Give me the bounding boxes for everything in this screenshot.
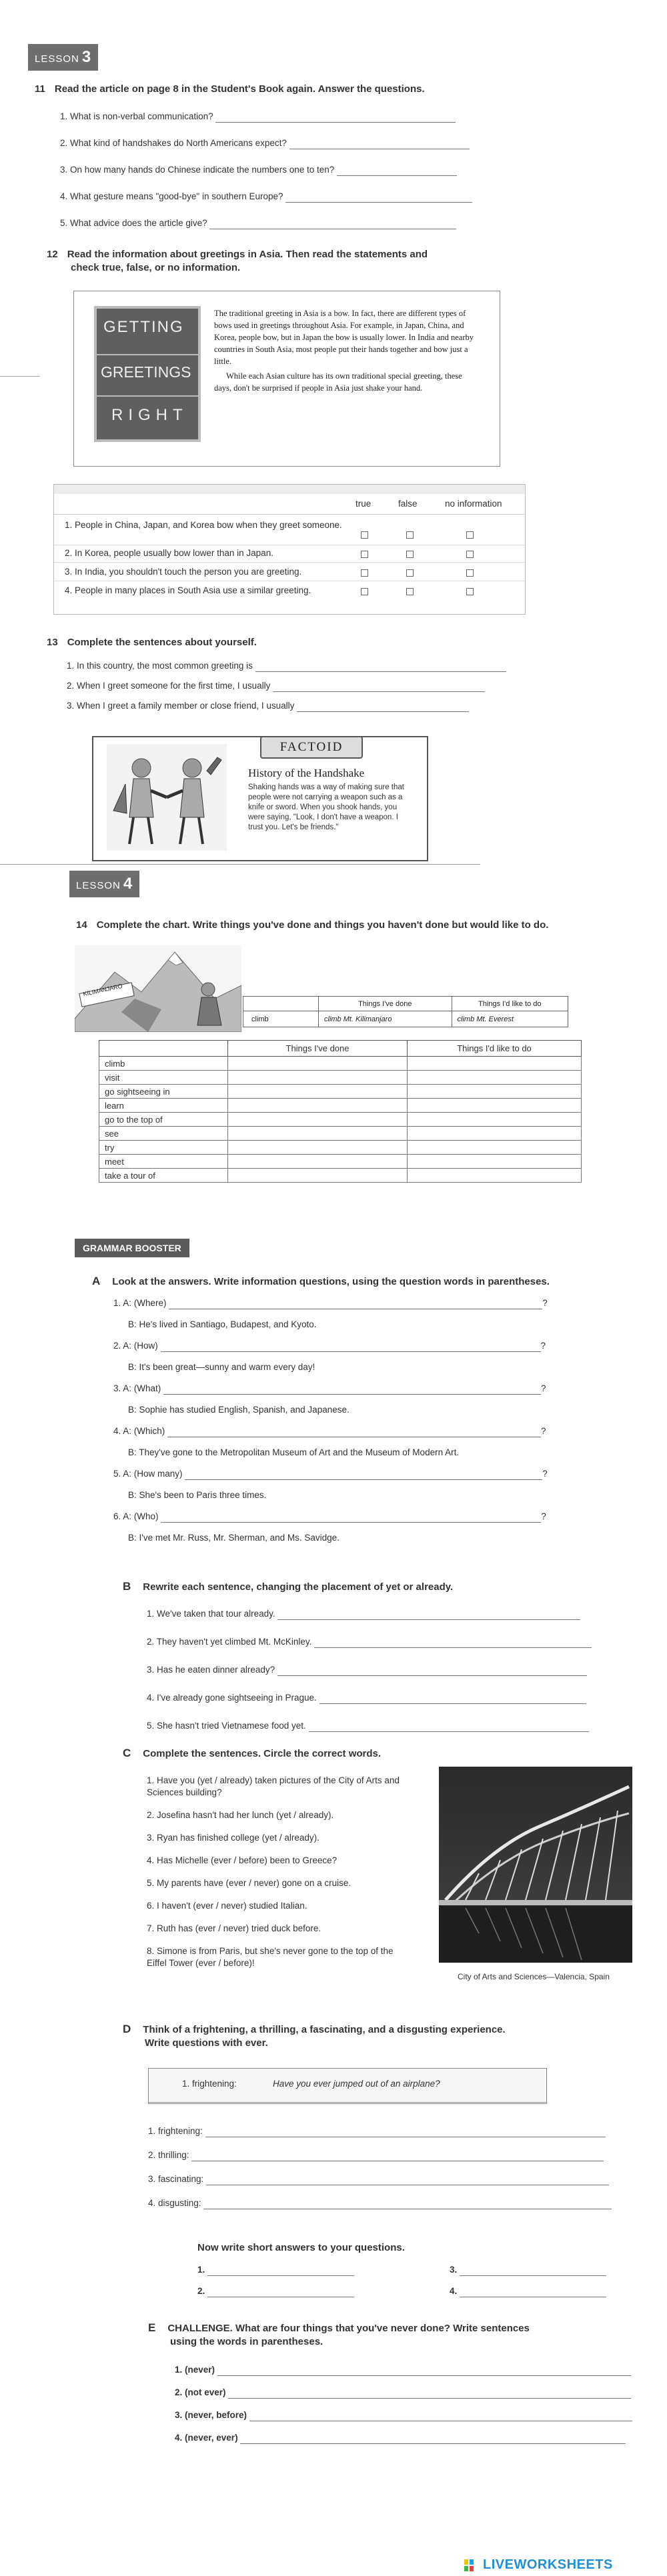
e-item-label: 2. (not ever): [175, 2387, 226, 2397]
d-item: [148, 2197, 628, 2221]
d-item-line[interactable]: [203, 2199, 612, 2209]
short-label: 1.: [197, 2265, 205, 2275]
e-item-line[interactable]: [249, 2411, 632, 2421]
chart-cell-like[interactable]: [408, 1155, 582, 1169]
checkbox-s4-noinfo[interactable]: [466, 588, 474, 595]
ex12-instruction: [47, 248, 500, 275]
grammar-booster-tag: GRAMMAR BOOSTER: [75, 1239, 189, 1257]
experience-chart: [99, 1040, 582, 1183]
e-item: [175, 2409, 655, 2432]
ex13-instruction: [47, 636, 257, 649]
ex11-a1-line[interactable]: [215, 113, 456, 123]
factoid-title: History of the Handshake: [248, 767, 365, 779]
ex11-a5-line[interactable]: [209, 219, 456, 229]
ex13-s3-text: 3. When I greet a family member or close friend, I usually: [67, 701, 295, 711]
photo-caption: City of Arts and Sciences—Valencia, Spain: [458, 1972, 610, 1981]
a-q5-line[interactable]: [185, 1470, 542, 1480]
city-of-arts-photo: [439, 1767, 632, 1963]
ex11-q5-text: 5. What advice does the article give?: [60, 218, 207, 228]
short-answers-title: Now write short answers to your questions.: [197, 2242, 405, 2253]
section-a-items: [113, 1297, 607, 1553]
lesson-label: LESSON: [35, 53, 79, 65]
mountain-illustration: [75, 945, 241, 1032]
ex13-s3: [67, 700, 469, 712]
greetings-logo: [94, 306, 201, 442]
short-answer-2: [197, 2285, 354, 2297]
b-item: [147, 1720, 614, 1748]
b-item-text: 5. She hasn't tried Vietnamese food yet.: [147, 1721, 306, 1731]
statement-1: 1. People in China, Japan, and Korea bow when they greet someone.: [65, 520, 342, 530]
chart-cell-done[interactable]: [228, 1057, 408, 1071]
true-false-table: [53, 484, 526, 615]
a-b4: B: They've gone to the Metropolitan Museum of Art and the Museum of Modern Art.: [128, 1447, 460, 1457]
short-label: 4.: [450, 2286, 458, 2296]
chart-cell-done[interactable]: [228, 1127, 408, 1141]
chart-cell-like[interactable]: [408, 1099, 582, 1113]
ex13-a1-line[interactable]: [255, 662, 506, 672]
c-item[interactable]: 2. Josefina hasn't had her lunch (yet / already).: [147, 1810, 334, 1820]
d-item-line[interactable]: [205, 2127, 606, 2137]
chart-row-label: try: [99, 1141, 228, 1155]
ex11-q4-text: 4. What gesture means "good-bye" in southern Europe?: [60, 191, 283, 201]
a-q3-label: 3. A: (What): [113, 1383, 161, 1393]
statement-2: 2. In Korea, people usually bow lower than in Japan.: [65, 548, 273, 558]
d-item: [148, 2125, 628, 2149]
a-item-q: [113, 1297, 607, 1319]
d-item-label: 3. fascinating:: [148, 2174, 204, 2184]
d-item-line[interactable]: [191, 2151, 604, 2161]
c-item[interactable]: 6. I haven't (ever / never) studied Italian.: [147, 1901, 307, 1911]
d-item-label: 2. thrilling:: [148, 2150, 189, 2160]
d-item-label: 4. disgusting:: [148, 2198, 201, 2208]
b-item-line[interactable]: [319, 1694, 586, 1704]
lesson-label: LESSON: [76, 880, 121, 891]
ex11-a2-line[interactable]: [289, 139, 470, 149]
liveworksheets-brand: LIVEWORKSHEETS: [483, 2557, 613, 2572]
page-divider: [0, 864, 480, 865]
a-item-q: [113, 1425, 607, 1447]
chart-row-label: see: [99, 1127, 228, 1141]
example-chart: [243, 996, 568, 1036]
section-a-letter: A: [92, 1275, 101, 1287]
ex11-q2-text: 2. What kind of handshakes do North Americans expect?: [60, 138, 287, 148]
section-c-instruction-text: Complete the sentences. Circle the correct words.: [143, 1748, 382, 1759]
lesson-number: 3: [81, 48, 92, 66]
ex11-q1: [60, 111, 456, 123]
section-b-items: [147, 1608, 614, 1748]
b-item-text: 2. They haven't yet climbed Mt. McKinley.: [147, 1637, 312, 1647]
ex13-number: 13: [47, 637, 58, 648]
a-item-q: [113, 1383, 607, 1404]
ex11-q2: [60, 137, 470, 149]
ex13-instruction-text: Complete the sentences about yourself.: [67, 637, 257, 648]
chart-cell-done[interactable]: [228, 1141, 408, 1155]
a-q3-line[interactable]: [163, 1385, 541, 1395]
ex11-instruction-text: Read the article on page 8 in the Student's Book again. Answer the questions.: [54, 83, 425, 95]
section-d-instruction: [123, 2023, 630, 2050]
e-item-line[interactable]: [228, 2389, 631, 2399]
factoid-text: Shaking hands was a way of making sure that people were not carrying a weapon such as a knife or sword. When you shook hands, you were saying, "Look, I don't have a weapon. I trust you. Let's be friends.": [248, 783, 404, 831]
question-mark: ?: [541, 1426, 546, 1436]
section-b-instruction-text: Rewrite each sentence, changing the placement of yet or already.: [143, 1581, 454, 1593]
a-q2-label: 2. A: (How): [113, 1341, 158, 1351]
short-answer-3: [450, 2264, 606, 2276]
chart-row-label: meet: [99, 1155, 228, 1169]
section-e-letter: E: [148, 2321, 156, 2334]
short-line[interactable]: [460, 2266, 606, 2276]
short-line[interactable]: [207, 2287, 354, 2297]
ex13-s1-text: 1. In this country, the most common greeting is: [67, 661, 253, 671]
chart-row-label: go to the top of: [99, 1113, 228, 1127]
b-item-text: 1. We've taken that tour already.: [147, 1609, 275, 1619]
checkbox-s1-noinfo[interactable]: [466, 531, 474, 539]
c-item[interactable]: 5. My parents have (ever / never) gone on a cruise.: [147, 1878, 352, 1888]
ex12-number: 12: [47, 249, 58, 260]
ex11-q5: [60, 217, 456, 229]
chart-cell-done[interactable]: [228, 1155, 408, 1169]
short-label: 2.: [197, 2286, 205, 2296]
chart-row-label: visit: [99, 1071, 228, 1085]
a-q2-line[interactable]: [161, 1342, 541, 1352]
example-row-done: climb Mt. Kilimanjaro: [319, 1011, 452, 1027]
scan-mark: [0, 376, 40, 377]
b-item: [147, 1692, 614, 1720]
a-b6: B: I've met Mr. Russ, Mr. Sherman, and Ms. Savidge.: [128, 1533, 340, 1543]
section-e-instruction-line2: using the words in parentheses.: [170, 2336, 323, 2347]
chart-cell-done[interactable]: [228, 1113, 408, 1127]
ex13-a3-line[interactable]: [297, 702, 469, 712]
header-true: true: [356, 499, 372, 509]
a-q6-label: 6. A: (Who): [113, 1511, 159, 1521]
logo-word-greetings: GREETINGS: [101, 363, 191, 381]
ex13-s1: [67, 660, 506, 672]
e-item: [175, 2364, 655, 2387]
a-b3: B: Sophie has studied English, Spanish, and Japanese.: [128, 1405, 350, 1415]
header-no-information: no information: [445, 499, 502, 509]
checkbox-s4-true[interactable]: [361, 588, 368, 595]
short-label: 3.: [450, 2265, 458, 2275]
factoid-label: FACTOID: [260, 736, 363, 759]
article-paragraph-1: The traditional greeting in Asia is a bow. In fact, there are different types of bows used in greetings throughout Asia. For example, in Japan, China, and Korea, people bow, but in Japan the bow is usually lower. In India and nearby countries in South Asia, most people put their hands together and bow just a little.: [214, 309, 474, 366]
a-item-q: [113, 1511, 607, 1532]
section-d-items: [148, 2125, 628, 2221]
d-example-answer: Have you ever jumped out of an airplane?: [273, 2079, 440, 2089]
checkbox-s2-false[interactable]: [406, 551, 414, 558]
ex11-instruction: [35, 83, 425, 96]
a-q1-line[interactable]: [169, 1299, 542, 1309]
section-e-instruction: [148, 2321, 642, 2349]
ex12-instruction-line1: Read the information about greetings in Asia. Then read the statements and: [67, 249, 428, 260]
statement-3: 3. In India, you shouldn't touch the person you are greeting.: [65, 567, 302, 577]
chart-cell-like[interactable]: [408, 1127, 582, 1141]
chart-cell-done[interactable]: [228, 1085, 408, 1099]
chart-header-done: Things I've done: [228, 1041, 408, 1057]
lesson-4-tag: [69, 871, 139, 897]
section-e-instruction-line1: CHALLENGE. What are four things that you've never done? Write sentences: [167, 2323, 530, 2334]
e-item: [175, 2432, 655, 2455]
b-item-line[interactable]: [277, 1610, 580, 1620]
b-item: [147, 1636, 614, 1664]
section-a-instruction-text: Look at the answers. Write information questions, using the question words in parentheses.: [112, 1276, 550, 1287]
b-item: [147, 1608, 614, 1636]
b-item: [147, 1664, 614, 1692]
section-a-instruction: [92, 1275, 550, 1289]
ex14-instruction: [76, 919, 548, 932]
chart-cell-like[interactable]: [408, 1057, 582, 1071]
ex11-q4: [60, 191, 472, 203]
chart-row-label: go sightseeing in: [99, 1085, 228, 1099]
a-b2: B: It's been great—sunny and warm every day!: [128, 1362, 315, 1372]
c-item[interactable]: 1. Have you (yet / already) taken pictures of the City of Arts and Sciences building?: [147, 1775, 400, 1797]
ex14-number: 14: [76, 919, 87, 931]
chart-row-label: climb: [99, 1057, 228, 1071]
b-item-text: 4. I've already gone sightseeing in Prague.: [147, 1693, 317, 1703]
section-b-letter: B: [123, 1580, 131, 1593]
section-c-items: [147, 1775, 427, 1980]
ex13-a2-line[interactable]: [273, 682, 485, 692]
e-item-label: 3. (never, before): [175, 2410, 247, 2420]
checkbox-s2-noinfo[interactable]: [466, 551, 474, 558]
d-example-label: 1. frightening:: [182, 2079, 237, 2089]
c-item[interactable]: 8. Simone is from Paris, but she's never gone to the top of the Eiffel Tower (ever / before)!: [147, 1946, 394, 1968]
c-item[interactable]: 4. Has Michelle (ever / before) been to Greece?: [147, 1855, 338, 1865]
section-d-letter: D: [123, 2023, 131, 2035]
a-item-q: [113, 1468, 607, 1489]
sign-text: KILIMANJARO: [82, 982, 123, 998]
d-item: [148, 2173, 628, 2197]
chart-cell-like[interactable]: [408, 1085, 582, 1099]
chart-cell-done[interactable]: [228, 1099, 408, 1113]
ex13-s2-text: 2. When I greet someone for the first time, I usually: [67, 681, 271, 691]
liveworksheets-icon: [464, 2559, 479, 2571]
e-item: [175, 2387, 655, 2409]
ex12-instruction-line2: check true, false, or no information.: [71, 262, 241, 273]
b-item-line[interactable]: [309, 1722, 589, 1732]
checkbox-s1-false[interactable]: [406, 531, 414, 539]
example-header-done: Things I've done: [319, 997, 452, 1011]
ex11-q3-text: 3. On how many hands do Chinese indicate the numbers one to ten?: [60, 165, 335, 175]
chart-row-label: learn: [99, 1099, 228, 1113]
e-item-line[interactable]: [240, 2434, 626, 2444]
short-line[interactable]: [207, 2266, 354, 2276]
e-item-label: 1. (never): [175, 2365, 215, 2375]
ex11-a4-line[interactable]: [285, 193, 472, 203]
question-mark: ?: [542, 1298, 548, 1308]
a-item-q: [113, 1340, 607, 1361]
factoid-box: [92, 736, 428, 861]
short-answer-4: [450, 2285, 606, 2297]
lesson-3-tag: [28, 44, 98, 71]
ex11-a3-line[interactable]: [337, 166, 457, 176]
checkbox-s1-true[interactable]: [361, 531, 368, 539]
chart-cell-like[interactable]: [408, 1113, 582, 1127]
checkbox-s4-false[interactable]: [406, 588, 414, 595]
question-mark: ?: [542, 1469, 548, 1479]
ex14-instruction-text: Complete the chart. Write things you've done and things you haven't done but would like to do.: [96, 919, 549, 931]
example-row-like: climb Mt. Everest: [452, 1011, 568, 1027]
section-c-letter: C: [123, 1747, 131, 1759]
lesson-number: 4: [123, 875, 133, 893]
short-answer-1: [197, 2264, 354, 2276]
question-mark: ?: [541, 1383, 546, 1393]
short-line[interactable]: [460, 2287, 606, 2297]
e-item-label: 4. (never, ever): [175, 2433, 238, 2443]
section-d-instruction-line2: Write questions with ever.: [145, 2037, 268, 2049]
c-item[interactable]: 3. Ryan has finished college (yet / already).: [147, 1833, 319, 1843]
chart-cell-like[interactable]: [408, 1141, 582, 1155]
d-item-line[interactable]: [206, 2175, 609, 2185]
section-d-instruction-line1: Think of a frightening, a thrilling, a fascinating, and a disgusting experience.: [143, 2024, 506, 2035]
article-text: [214, 307, 481, 394]
ex11-q1-text: 1. What is non-verbal communication?: [60, 111, 213, 121]
example-header-like: Things I'd like to do: [452, 997, 568, 1011]
header-false: false: [398, 499, 418, 509]
checkbox-s3-true[interactable]: [361, 569, 368, 577]
a-q5-label: 5. A: (How many): [113, 1469, 183, 1479]
liveworksheets-logo: [464, 2557, 613, 2573]
section-e-items: [175, 2364, 655, 2455]
logo-word-right: RIGHT: [111, 406, 188, 424]
d-example-box: [148, 2068, 547, 2104]
b-item-line[interactable]: [277, 1666, 587, 1676]
checkbox-s2-true[interactable]: [361, 551, 368, 558]
c-item[interactable]: 7. Ruth has (ever / never) tried duck before.: [147, 1923, 321, 1933]
chart-cell-done[interactable]: [228, 1071, 408, 1085]
statement-4: 4. People in many places in South Asia use a similar greeting.: [65, 585, 311, 595]
example-row-verb: climb: [243, 1011, 319, 1027]
a-q6-line[interactable]: [161, 1513, 541, 1523]
a-q4-line[interactable]: [167, 1427, 541, 1437]
b-item-line[interactable]: [314, 1638, 592, 1648]
b-item-text: 3. Has he eaten dinner already?: [147, 1665, 275, 1675]
greetings-article-box: [73, 291, 500, 467]
question-mark: ?: [541, 1511, 546, 1521]
article-paragraph-2: While each Asian culture has its own traditional special greeting, these days, don't be surprised if people in Asia just shake your hand.: [214, 371, 462, 393]
a-b1: B: He's lived in Santiago, Budapest, and Kyoto.: [128, 1319, 317, 1329]
chart-cell-like[interactable]: [408, 1169, 582, 1183]
handshake-illustration: [107, 744, 227, 851]
question-mark: ?: [540, 1341, 546, 1351]
ex11-number: 11: [35, 83, 45, 95]
section-b-instruction: [123, 1580, 453, 1594]
chart-row-label: take a tour of: [99, 1169, 228, 1183]
section-c-instruction: [123, 1747, 381, 1761]
checkbox-s3-false[interactable]: [406, 569, 414, 577]
d-item: [148, 2149, 628, 2173]
a-b5: B: She's been to Paris three times.: [128, 1490, 267, 1500]
chart-header-like: Things I'd like to do: [408, 1041, 582, 1057]
checkbox-s3-noinfo[interactable]: [466, 569, 474, 577]
a-q4-label: 4. A: (Which): [113, 1426, 165, 1436]
d-item-label: 1. frightening:: [148, 2126, 203, 2136]
ex13-s2: [67, 680, 485, 692]
e-item-line[interactable]: [217, 2366, 631, 2376]
logo-word-getting: GETTING: [103, 318, 184, 336]
a-q1-label: 1. A: (Where): [113, 1298, 167, 1308]
chart-cell-like[interactable]: [408, 1071, 582, 1085]
chart-cell-done[interactable]: [228, 1169, 408, 1183]
ex11-q3: [60, 164, 457, 176]
